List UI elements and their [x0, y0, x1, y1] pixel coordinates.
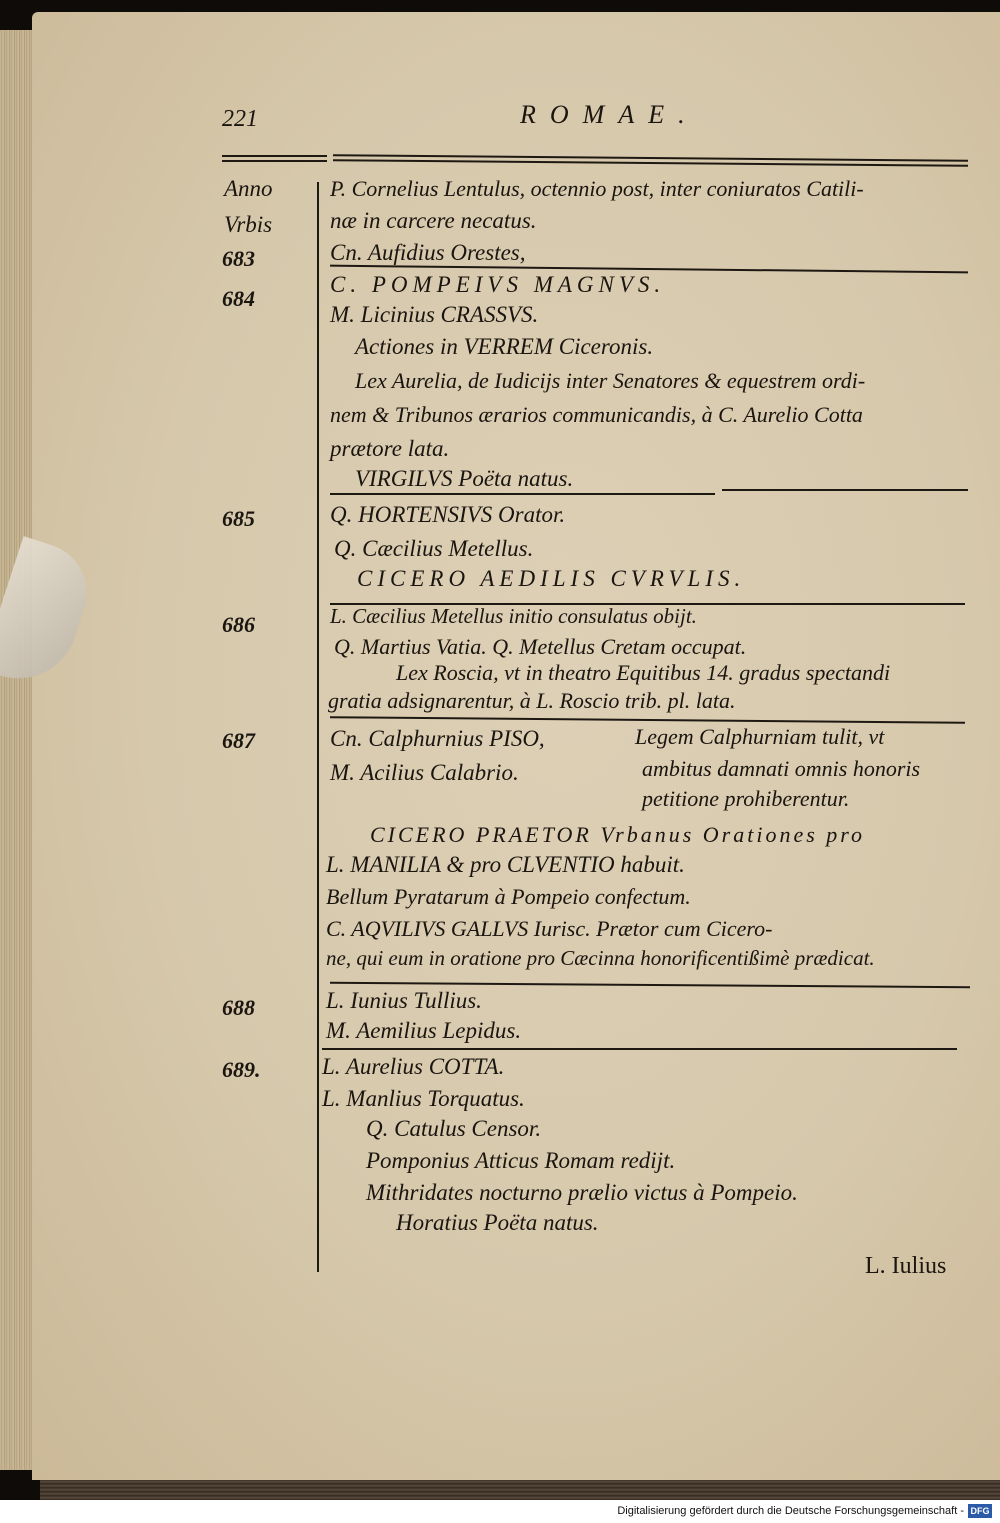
entry-689-line: L. Manlius Torquatus. [322, 1086, 525, 1111]
entry-684-line: prætore lata. [330, 436, 450, 461]
column-divider [317, 182, 319, 1272]
entry-684-line: M. Licinius CRASSVS. [330, 302, 539, 327]
header-rule-left [222, 155, 327, 157]
entry-687-line: CICERO PRAETOR Vrbanus Orationes pro [370, 822, 866, 847]
entry-683-line: P. Cornelius Lentulus, octennio post, inter coniuratos Catili- [330, 176, 864, 201]
year-686: 686 [222, 612, 255, 637]
header-rule-left-2 [222, 160, 327, 162]
entry-689-line: Horatius Poëta natus. [396, 1210, 599, 1235]
dfg-logo-icon: DFG [968, 1504, 992, 1518]
entry-684-line: C. POMPEIVS MAGNVS. [330, 272, 666, 297]
column-label-vrbis: Vrbis [224, 212, 273, 237]
entry-687-line: Cn. Calphurnius PISO, [330, 726, 545, 751]
running-head: ROMAE. [520, 100, 699, 129]
entry-684-line: Actiones in VERREM Ciceronis. [355, 334, 654, 359]
entry-687-line: ne, qui eum in oratione pro Cæcinna honorificentißimè prædicat. [326, 946, 875, 970]
entry-684-line: nem & Tribunos ærarios communicandis, à C. Aurelio Cotta [330, 402, 863, 427]
entry-685-line: CICERO AEDILIS CVRVLIS. [357, 566, 746, 591]
entry-688-line: M. Aemilius Lepidus. [326, 1018, 522, 1043]
entry-686-line: L. Cæcilius Metellus initio consulatus obijt. [330, 604, 697, 628]
entry-687-line: ambitus damnati omnis honoris [642, 756, 921, 781]
entry-686-line: gratia adsignarentur, à L. Roscio trib. pl. lata. [328, 688, 736, 713]
entry-686-line: Q. Martius Vatia. Q. Metellus Cretam occupat. [334, 634, 747, 659]
entry-689-line: Pomponius Atticus Romam redijt. [366, 1148, 676, 1173]
entry-684-line: VIRGILVS Poëta natus. [355, 466, 574, 491]
year-687: 687 [222, 728, 255, 753]
year-683: 683 [222, 246, 255, 271]
entry-689-line: Mithridates nocturno prælio victus à Pompeio. [366, 1180, 798, 1205]
entry-684-line: Lex Aurelia, de Iudicijs inter Senatores & equestrem ordi- [355, 368, 866, 393]
year-689: 689. [222, 1057, 261, 1082]
entry-687-line: Bellum Pyratarum à Pompeio confectum. [326, 884, 691, 909]
entry-686-line: Lex Roscia, vt in theatro Equitibus 14. gradus spectandi [396, 660, 891, 685]
entry-687-line: petitione prohiberentur. [642, 786, 850, 811]
entry-685-line: Q. HORTENSIVS Orator. [330, 502, 566, 527]
entry-687-line: C. AQVILIVS GALLVS Iurisc. Prætor cum Cicero- [326, 916, 773, 941]
catchword: L. Iulius [865, 1253, 947, 1279]
entry-689-line: Q. Catulus Censor. [366, 1116, 542, 1141]
page-number: 221 [222, 106, 258, 132]
column-label-anno: Anno [224, 176, 273, 201]
entry-687-line: M. Acilius Calabrio. [330, 760, 519, 785]
entry-683-line: næ in carcere necatus. [330, 208, 537, 233]
entry-687-line: Legem Calphurniam tulit, vt [635, 724, 885, 749]
page-bottom-edge [40, 1480, 1000, 1500]
rule-685-right [722, 489, 968, 491]
entry-687-line: L. MANILIA & pro CLVENTIO habuit. [326, 852, 685, 877]
rule-685-left [330, 493, 715, 495]
entry-683-line: Cn. Aufidius Orestes, [330, 240, 526, 265]
entry-685-line: Q. Cæcilius Metellus. [334, 536, 534, 561]
year-685: 685 [222, 506, 255, 531]
rule-689 [322, 1048, 957, 1050]
footer-credit: Digitalisierung gefördert durch die Deutsche Forschungsgemeinschaft - [617, 1505, 964, 1517]
entry-689-line: L. Aurelius COTTA. [322, 1054, 505, 1079]
year-688: 688 [222, 995, 255, 1020]
year-684: 684 [222, 286, 255, 311]
footer-bar [0, 1500, 1000, 1523]
entry-688-line: L. Iunius Tullius. [326, 988, 482, 1013]
